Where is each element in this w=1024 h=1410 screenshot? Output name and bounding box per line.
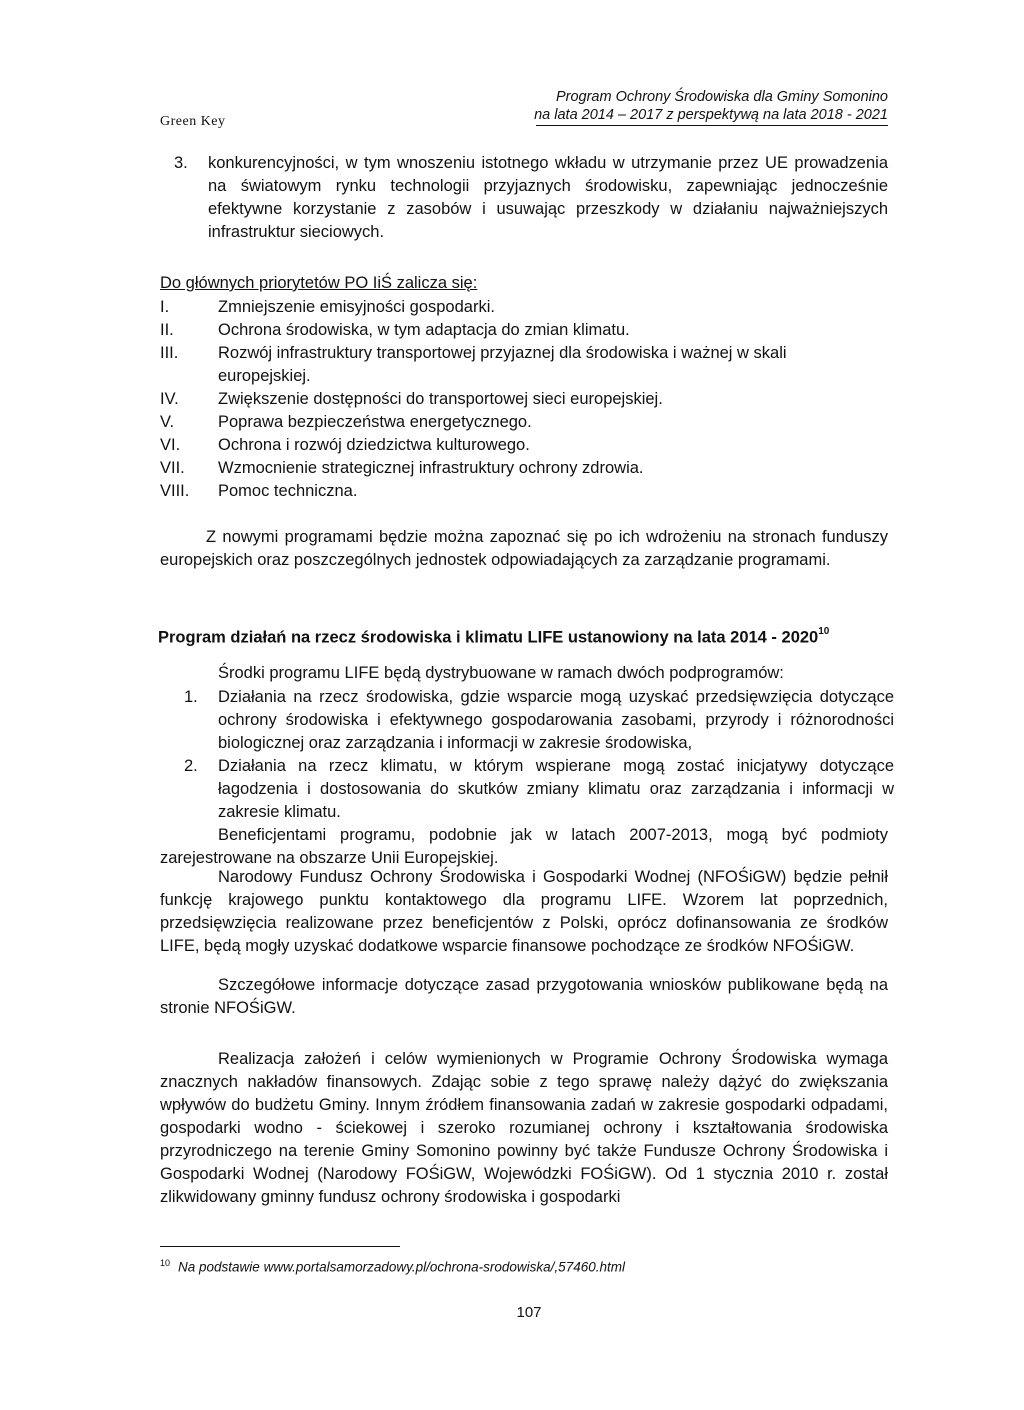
header-title	[488, 88, 888, 124]
footnote-number: 10	[160, 1258, 171, 1268]
list-item-number: VII.	[160, 459, 185, 477]
list-item-text: Działania na rzecz środowiska, gdzie wsparcie mogą uzyskać przedsięwzięcia dotyczące ochrony środowiska i efektywnego gospodarowania zasobami, przyrody i różnorodności biologicznej oraz zarządzania i informacji w zakresie środowiska,	[218, 688, 894, 752]
list-item-text: Działania na rzecz klimatu, w którym wspierane mogą zostać inicjatywy dotyczące łagodzenia i dostosowania do skutków zmiany klimatu oraz zarządzania i informacji w zakresie klimatu.	[218, 757, 894, 821]
list-item-number: 2.	[184, 757, 198, 775]
list-item	[160, 480, 860, 503]
header-title-line2: na lata 2014 – 2017 z perspektywą na lata 2018 - 2021	[534, 107, 888, 123]
list-item-number: VIII.	[160, 482, 190, 500]
list-item	[160, 319, 860, 342]
footnote	[160, 1254, 880, 1277]
header-title-line1: Program Ochrony Środowiska dla Gminy Somonino	[555, 89, 888, 105]
life-intro: Środki programu LIFE będą dystrybuowane w ramach dwóch podprogramów:	[218, 664, 784, 682]
list-item-text: Pomoc techniczna.	[218, 482, 358, 500]
list-item-text: Wzmocnienie strategicznej infrastruktury ochrony zdrowia.	[218, 459, 644, 477]
footnote-reference: 10	[818, 626, 830, 637]
list-item-number: 1.	[184, 688, 198, 706]
footnote-rule	[160, 1246, 400, 1247]
list-item-text: Ochrona i rozwój dziedzictwa kulturowego.	[218, 436, 530, 454]
list-item-number: III.	[160, 344, 179, 362]
paragraph-new-programs: Z nowymi programami będzie można zapoznać się po ich wdrożeniu na stronach funduszy europejskich oraz poszczególnych jednostek odpowiadających za zarządzanie programami.	[160, 528, 888, 569]
paragraph-beneficiaries: Beneficjentami programu, podobnie jak w latach 2007-2013, mogą być podmioty zarejestrowane na obszarze Unii Europejskiej.	[160, 826, 888, 867]
footnote-text: Na podstawie www.portalsamorzadowy.pl/ochrona-srodowiska/,57460.html	[178, 1259, 625, 1275]
paragraph-nfosigw: Narodowy Fundusz Ochrony Środowiska i Gospodarki Wodnej (NFOŚiGW) będzie pełnił funkcję krajowego punktu kontaktowego dla programu LIFE. Wzorem lat poprzednich, przedsięwzięcia realizowane przez beneficjentów z Polski, oprócz dofinansowania ze środków LIFE, będą mogły uzyskać dodatkowe wsparcie finansowe pochodzące ze środków NFOŚiGW.	[160, 868, 888, 955]
page-number: 107	[516, 1304, 542, 1321]
list-item-number: 3.	[174, 154, 188, 172]
list-item-number: I.	[160, 298, 170, 316]
list-item-number: VI.	[160, 436, 181, 454]
list-item	[184, 686, 894, 755]
list-item-3	[174, 152, 888, 244]
paragraph-realization: Realizacja założeń i celów wymienionych w Programie Ochrony Środowiska wymaga znacznych nakładów finansowych. Zdając sobie z tego sprawę należy dążyć do zwiększania wpływów do budżetu Gminy. Innym źródłem finansowania zadań w zakresie gospodarki odpadami, gospodarki wodno - ściekowej i szeroko rozumianej ochrony i kształtowania środowiska przyrodniczego na terenie Gminy Somonino powinny być także Fundusze Ochrony Środowiska i Gospodarki Wodnej (Narodowy FOŚiGW, Wojewódzki FOŚiGW). Od 1 stycznia 2010 r. został zlikwidowany gminny fundusz ochrony środowiska i gospodarki	[160, 1050, 888, 1206]
section-heading	[158, 622, 898, 650]
list-item-number: V.	[160, 413, 175, 431]
list-item	[160, 434, 860, 457]
section-heading-text: Program działań na rzecz środowiska i klimatu LIFE ustanowiony na lata 2014 - 2020	[158, 628, 819, 647]
list-item-number: II.	[160, 321, 174, 339]
list-item-text: Poprawa bezpieczeństwa energetycznego.	[218, 413, 532, 431]
list-item	[160, 411, 860, 434]
list-item-text: Ochrona środowiska, w tym adaptacja do zmian klimatu.	[218, 321, 630, 339]
list-item-text: Rozwój infrastruktury transportowej przyjaznej dla środowiska i ważnej w skali europejskiej.	[218, 344, 787, 385]
priorities-title: Do głównych priorytetów PO IiŚ zalicza się:	[160, 274, 478, 292]
paragraph-details: Szczegółowe informacje dotyczące zasad przygotowania wniosków publikowane będą na stronie NFOŚiGW.	[160, 976, 888, 1017]
header-rule	[536, 125, 888, 126]
header-company: Green Key	[160, 114, 226, 129]
list-item	[160, 457, 860, 480]
list-item-text: konkurencyjności, w tym wnoszeniu istotnego wkładu w utrzymanie przez UE prowadzenia na światowym rynku technologii przyjaznych środowisku, zapewniając jednocześnie efektywne korzystanie z zasobów i usuwając przeszkody w działaniu najważniejszych infrastruktur sieciowych.	[208, 154, 888, 241]
life-subprograms-list	[184, 686, 894, 824]
list-item-text: Zwiększenie dostępności do transportowej sieci europejskiej.	[218, 390, 663, 408]
priorities-list	[160, 296, 860, 503]
list-item-text: Zmniejszenie emisyjności gospodarki.	[218, 298, 495, 316]
list-item-number: IV.	[160, 390, 179, 408]
list-item	[160, 388, 860, 411]
list-item	[160, 296, 860, 319]
list-item	[184, 755, 894, 824]
list-item	[160, 342, 860, 388]
